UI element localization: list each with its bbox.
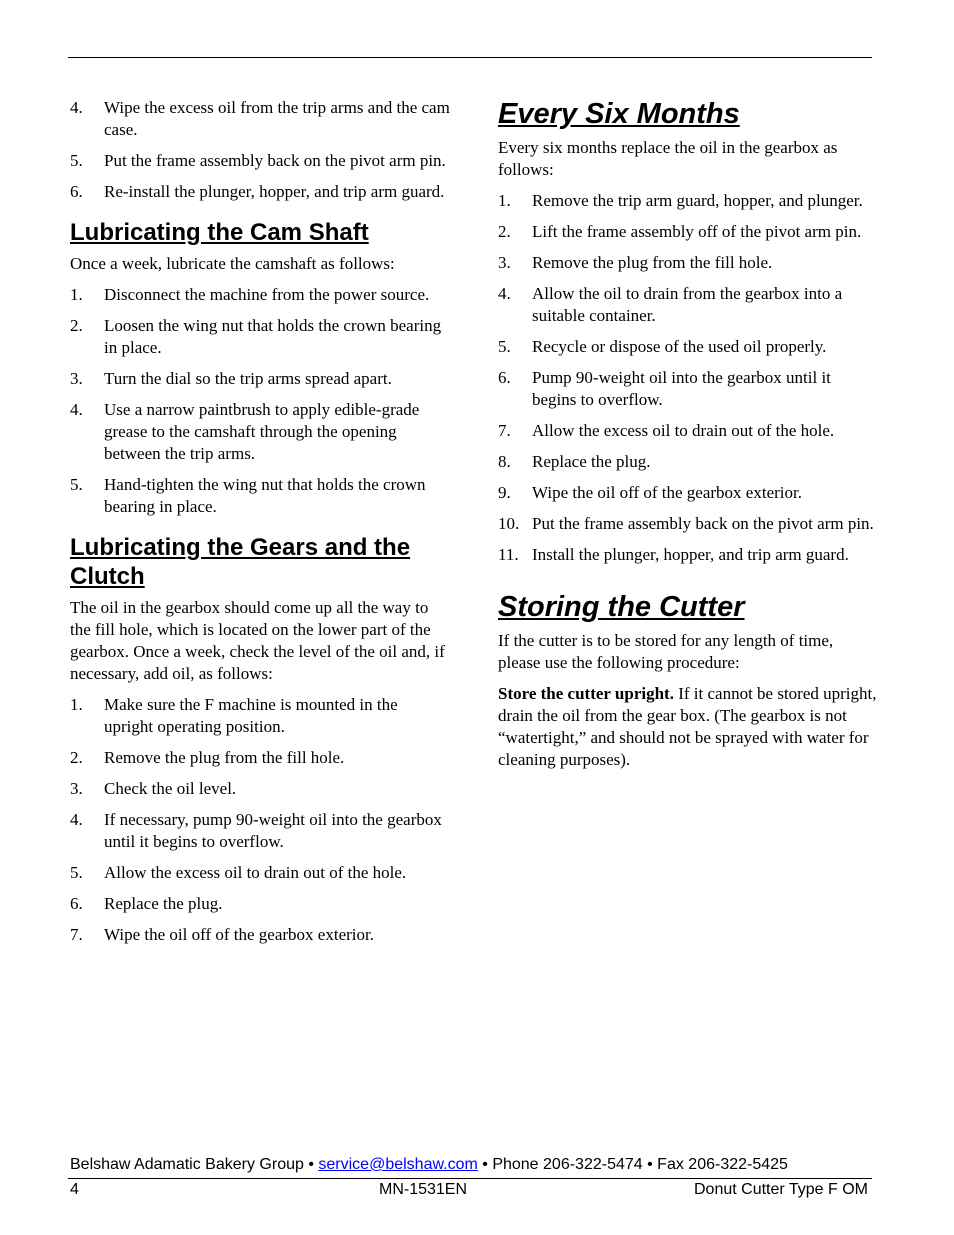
list-item-number: 2. <box>498 222 511 241</box>
list-item <box>70 97 450 141</box>
storing-procedure <box>498 683 878 771</box>
list-item-text: If necessary, pump 90-weight oil into the gearbox until it begins to overflow. <box>104 810 442 851</box>
list-item-number: 3. <box>498 253 511 272</box>
list-item-number: 4. <box>70 400 83 419</box>
list-item-text: Lift the frame assembly off of the pivot arm pin. <box>532 222 862 241</box>
gears-clutch-steps-list <box>70 694 450 946</box>
list-item <box>70 809 450 853</box>
list-item-text: Loosen the wing nut that holds the crown bearing in place. <box>104 316 442 357</box>
list-item-number: 2. <box>70 316 83 335</box>
list-item-number: 1. <box>70 695 83 714</box>
list-item <box>70 315 450 359</box>
list-item-number: 4. <box>498 284 511 303</box>
list-item-number: 3. <box>70 369 83 388</box>
list-item-text: Replace the plug. <box>104 894 223 913</box>
list-item <box>70 862 450 884</box>
cam-shaft-steps-list <box>70 284 450 518</box>
gears-clutch-heading: Lubricating the Gears and the Clutch <box>70 534 411 590</box>
list-item-text: Re-install the plunger, hopper, and trip arm guard. <box>104 182 445 201</box>
list-item-number: 4. <box>70 810 83 829</box>
cam-shaft-heading: Lubricating the Cam Shaft <box>70 219 369 246</box>
list-item <box>70 284 450 306</box>
footer-bullet: • <box>303 1156 319 1173</box>
list-item-text: Allow the oil to drain from the gearbox into a suitable container. <box>532 284 843 325</box>
list-item <box>70 368 450 390</box>
list-item-text: Turn the dial so the trip arms spread apart. <box>104 369 392 388</box>
list-item <box>70 474 450 518</box>
list-item <box>498 252 878 274</box>
list-item-number: 8. <box>498 452 511 471</box>
list-item <box>498 221 878 243</box>
footer-rule <box>68 1178 872 1179</box>
list-item-number: 5. <box>498 337 511 356</box>
list-item <box>70 893 450 915</box>
list-item-number: 4. <box>70 98 83 117</box>
list-item-text: Remove the trip arm guard, hopper, and plunger. <box>532 191 863 210</box>
page-number: 4 <box>70 1181 79 1198</box>
list-item <box>70 778 450 800</box>
footer-fax: Fax 206-322-5425 <box>657 1156 788 1173</box>
list-item-number: 6. <box>70 894 83 913</box>
list-item <box>70 694 450 738</box>
list-item <box>70 399 450 465</box>
list-item-text: Wipe the excess oil from the trip arms and the cam case. <box>104 98 450 139</box>
list-item <box>498 513 878 535</box>
list-item-text: Recycle or dispose of the used oil properly. <box>532 337 827 356</box>
list-item <box>70 924 450 946</box>
list-item <box>70 181 450 203</box>
storing-heading: Storing the Cutter <box>498 591 745 623</box>
left-column <box>70 97 450 955</box>
list-item-text: Replace the plug. <box>532 452 651 471</box>
list-item-text: Put the frame assembly back on the pivot arm pin. <box>532 514 874 533</box>
list-item <box>70 747 450 769</box>
list-item-number: 6. <box>70 182 83 201</box>
list-item-text: Make sure the F machine is mounted in the upright operating position. <box>104 695 398 736</box>
six-months-heading: Every Six Months <box>498 98 740 130</box>
list-item-number: 10. <box>498 514 520 533</box>
footer-phone: Phone 206-322-5474 <box>492 1156 643 1173</box>
list-item-text: Allow the excess oil to drain out of the hole. <box>104 863 407 882</box>
footer-contact <box>70 1156 788 1174</box>
footer-bullet: • <box>642 1156 658 1173</box>
storing-intro: If the cutter is to be stored for any length of time, please use the following procedure: <box>498 631 834 672</box>
list-item-text: Pump 90-weight oil into the gearbox until it begins to overflow. <box>532 368 831 409</box>
list-item-text: Disconnect the machine from the power source. <box>104 285 430 304</box>
right-column <box>498 97 878 780</box>
list-item-number: 2. <box>70 748 83 767</box>
list-item <box>498 336 878 358</box>
list-item-number: 7. <box>70 925 83 944</box>
footer-bullet: • <box>477 1156 493 1173</box>
list-item-number: 11. <box>498 545 519 564</box>
document-title: Donut Cutter Type F OM <box>694 1181 868 1198</box>
footer-email-link[interactable]: service@belshaw.com <box>318 1156 478 1173</box>
list-item <box>498 283 878 327</box>
storing-body: If it cannot be stored upright, drain the oil from the gear box. (The gearbox is not “watertight,” and should not be sprayed with water for cleaning purposes). <box>498 684 877 769</box>
list-item-text: Allow the excess oil to drain out of the hole. <box>532 421 835 440</box>
list-item <box>70 150 450 172</box>
cam-shaft-intro: Once a week, lubricate the camshaft as follows: <box>70 254 395 273</box>
list-item-text: Put the frame assembly back on the pivot arm pin. <box>104 151 446 170</box>
list-item-text: Wipe the oil off of the gearbox exterior. <box>532 483 802 502</box>
six-months-intro: Every six months replace the oil in the gearbox as follows: <box>498 138 838 179</box>
list-item-text: Hand-tighten the wing nut that holds the crown bearing in place. <box>104 475 426 516</box>
list-item-number: 1. <box>70 285 83 304</box>
list-item-number: 6. <box>498 368 511 387</box>
document-code: MN-1531EN <box>379 1181 468 1198</box>
list-item <box>498 451 878 473</box>
list-item-text: Use a narrow paintbrush to apply edible-grade grease to the camshaft through the opening between the trip arms. <box>104 400 420 463</box>
header-rule <box>68 57 872 58</box>
gears-clutch-intro: The oil in the gearbox should come up all the way to the fill hole, which is located on the lower part of the gearbox. Once a week, check the level of the oil and, if necessary, add oil, as follows: <box>70 598 445 683</box>
list-item <box>498 544 878 566</box>
list-item <box>498 190 878 212</box>
list-item-number: 7. <box>498 421 511 440</box>
list-item-number: 5. <box>70 151 83 170</box>
list-item-number: 5. <box>70 863 83 882</box>
list-item <box>498 367 878 411</box>
list-item <box>498 482 878 504</box>
list-item-text: Check the oil level. <box>104 779 237 798</box>
continued-steps-list <box>70 97 450 203</box>
six-months-steps-list <box>498 190 878 566</box>
list-item-number: 5. <box>70 475 83 494</box>
list-item-number: 1. <box>498 191 511 210</box>
list-item-number: 9. <box>498 483 511 502</box>
list-item <box>498 420 878 442</box>
list-item-text: Install the plunger, hopper, and trip arm guard. <box>532 545 849 564</box>
footer-company: Belshaw Adamatic Bakery Group <box>70 1156 304 1173</box>
list-item-text: Remove the plug from the fill hole. <box>104 748 345 767</box>
list-item-number: 3. <box>70 779 83 798</box>
list-item-text: Remove the plug from the fill hole. <box>532 253 773 272</box>
storing-bold-lead: Store the cutter upright. <box>498 684 674 703</box>
list-item-text: Wipe the oil off of the gearbox exterior. <box>104 925 374 944</box>
